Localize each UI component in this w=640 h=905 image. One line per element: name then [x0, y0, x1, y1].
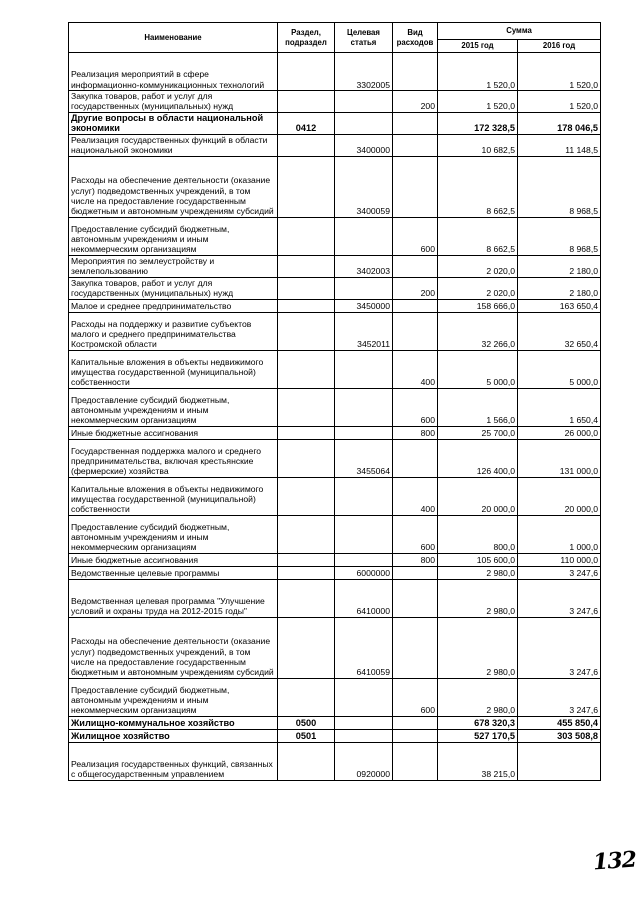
row-sum-2015: 158 666,0: [438, 299, 518, 312]
row-target-code: [335, 388, 393, 426]
row-target-code: [335, 277, 393, 299]
row-sum-2015: 800,0: [438, 515, 518, 553]
table-row: [69, 678, 601, 716]
row-target-code: 6410000: [335, 579, 393, 617]
header-year-2016: 2016 год: [518, 40, 601, 53]
row-target-code: [335, 477, 393, 515]
row-sum-2015: 25 700,0: [438, 426, 518, 439]
row-section: [278, 439, 335, 477]
table-row: [69, 426, 601, 439]
row-sum-2015: 1 520,0: [438, 91, 518, 113]
row-name: Расходы на обеспечение деятельности (оказание услуг) подведомственных учреждений, в том числе на предоставление государственным бюджетным и автономным учреждениям субсидий: [69, 156, 278, 217]
row-name: Иные бюджетные ассигнования: [69, 553, 278, 566]
row-sum-2016: 110 000,0: [518, 553, 601, 566]
row-section: [278, 350, 335, 388]
row-section: 0500: [278, 716, 335, 729]
row-sum-2015: 2 020,0: [438, 255, 518, 277]
table-body: [69, 53, 601, 781]
row-name: Ведомственные целевые программы: [69, 566, 278, 579]
row-name: Капитальные вложения в объекты недвижимого имущества государственной (муниципальной) собственности: [69, 477, 278, 515]
row-sum-2015: 678 320,3: [438, 716, 518, 729]
row-expense-kind: [393, 255, 438, 277]
row-sum-2016: 3 247,6: [518, 566, 601, 579]
row-sum-2016: 32 650,4: [518, 312, 601, 350]
row-target-code: 3450000: [335, 299, 393, 312]
row-sum-2015: 2 980,0: [438, 617, 518, 678]
row-expense-kind: [393, 312, 438, 350]
row-sum-2016: 26 000,0: [518, 426, 601, 439]
row-name: Предоставление субсидий бюджетным, автономным учреждениям и иным некоммерческим организациям: [69, 388, 278, 426]
header-year-2015: 2015 год: [438, 40, 518, 53]
row-sum-2016: 1 520,0: [518, 53, 601, 91]
table-row: [69, 255, 601, 277]
row-name: Жилищное хозяйство: [69, 729, 278, 742]
row-target-code: [335, 553, 393, 566]
row-target-code: [335, 112, 393, 134]
row-sum-2015: 8 662,5: [438, 156, 518, 217]
row-target-code: 3452011: [335, 312, 393, 350]
header-sum: Сумма: [438, 23, 601, 40]
row-sum-2016: 11 148,5: [518, 134, 601, 156]
row-expense-kind: [393, 112, 438, 134]
row-target-code: 0920000: [335, 742, 393, 780]
table-row: [69, 388, 601, 426]
row-sum-2016: 1 520,0: [518, 91, 601, 113]
row-section: [278, 134, 335, 156]
row-name: Расходы на поддержку и развитие субъектов малого и среднего предпринимательства Костромской области: [69, 312, 278, 350]
row-section: 0501: [278, 729, 335, 742]
table-row: [69, 299, 601, 312]
header-section: Раздел, подраздел: [278, 23, 335, 53]
row-expense-kind: 400: [393, 477, 438, 515]
budget-table: [68, 22, 601, 781]
row-name: Реализация государственных функций, связанных с общегосударственным управлением: [69, 742, 278, 780]
row-expense-kind: 600: [393, 388, 438, 426]
row-section: [278, 742, 335, 780]
table-row: [69, 112, 601, 134]
table-row: [69, 566, 601, 579]
row-expense-kind: 200: [393, 91, 438, 113]
row-sum-2015: 105 600,0: [438, 553, 518, 566]
row-name: Реализация мероприятий в сфере информационно-коммуникационных технологий: [69, 53, 278, 91]
page-number: 132: [592, 846, 637, 876]
row-target-code: [335, 716, 393, 729]
row-expense-kind: [393, 716, 438, 729]
row-section: 0412: [278, 112, 335, 134]
row-expense-kind: [393, 617, 438, 678]
table-row: [69, 350, 601, 388]
header-name: Наименование: [69, 23, 278, 53]
row-sum-2016: 2 180,0: [518, 277, 601, 299]
row-sum-2015: 10 682,5: [438, 134, 518, 156]
row-section: [278, 277, 335, 299]
row-section: [278, 566, 335, 579]
row-name: Государственная поддержка малого и среднего предпринимательства, включая крестьянские (фермерские) хозяйства: [69, 439, 278, 477]
row-target-code: 3400059: [335, 156, 393, 217]
row-section: [278, 617, 335, 678]
row-expense-kind: [393, 156, 438, 217]
row-name: Предоставление субсидий бюджетным, автономным учреждениям и иным некоммерческим организациям: [69, 515, 278, 553]
row-target-code: 3402003: [335, 255, 393, 277]
row-target-code: [335, 91, 393, 113]
row-name: Предоставление субсидий бюджетным, автономным учреждениям и иным некоммерческим организациям: [69, 217, 278, 255]
table-row: [69, 53, 601, 91]
row-sum-2015: 5 000,0: [438, 350, 518, 388]
row-sum-2015: 2 980,0: [438, 678, 518, 716]
row-name: Закупка товаров, работ и услуг для государственных (муниципальных) нужд: [69, 277, 278, 299]
table-row: [69, 553, 601, 566]
row-sum-2015: 172 328,5: [438, 112, 518, 134]
row-name: Мероприятия по землеустройству и землепользованию: [69, 255, 278, 277]
row-sum-2016: [518, 742, 601, 780]
row-sum-2016: 3 247,6: [518, 617, 601, 678]
table-row: [69, 729, 601, 742]
table-row: [69, 134, 601, 156]
row-name: Жилищно-коммунальное хозяйство: [69, 716, 278, 729]
table-row: [69, 742, 601, 780]
row-sum-2015: 32 266,0: [438, 312, 518, 350]
row-name: Капитальные вложения в объекты недвижимого имущества государственной (муниципальной) собственности: [69, 350, 278, 388]
row-expense-kind: [393, 742, 438, 780]
row-sum-2016: 3 247,6: [518, 678, 601, 716]
header-target: Целевая статья: [335, 23, 393, 53]
row-name: Реализация государственных функций в области национальной экономики: [69, 134, 278, 156]
row-sum-2015: 527 170,5: [438, 729, 518, 742]
table-row: [69, 716, 601, 729]
row-expense-kind: 200: [393, 277, 438, 299]
row-sum-2015: 1 520,0: [438, 53, 518, 91]
row-target-code: [335, 350, 393, 388]
row-sum-2015: 2 020,0: [438, 277, 518, 299]
table-row: [69, 217, 601, 255]
row-expense-kind: [393, 439, 438, 477]
row-sum-2016: 1 000,0: [518, 515, 601, 553]
table-row: [69, 439, 601, 477]
row-target-code: 3400000: [335, 134, 393, 156]
table-row: [69, 156, 601, 217]
row-target-code: [335, 426, 393, 439]
row-section: [278, 579, 335, 617]
row-section: [278, 91, 335, 113]
row-expense-kind: [393, 299, 438, 312]
row-section: [278, 553, 335, 566]
row-target-code: [335, 729, 393, 742]
row-expense-kind: [393, 579, 438, 617]
row-sum-2015: 2 980,0: [438, 566, 518, 579]
row-sum-2015: 1 566,0: [438, 388, 518, 426]
row-sum-2015: 38 215,0: [438, 742, 518, 780]
row-target-code: [335, 678, 393, 716]
row-name: Закупка товаров, работ и услуг для государственных (муниципальных) нужд: [69, 91, 278, 113]
row-name: Другие вопросы в области национальной экономики: [69, 112, 278, 134]
row-sum-2016: 8 968,5: [518, 217, 601, 255]
row-sum-2016: 3 247,6: [518, 579, 601, 617]
row-target-code: 3455064: [335, 439, 393, 477]
row-section: [278, 299, 335, 312]
row-sum-2016: 303 508,8: [518, 729, 601, 742]
row-target-code: 3302005: [335, 53, 393, 91]
row-section: [278, 477, 335, 515]
row-expense-kind: [393, 566, 438, 579]
row-expense-kind: [393, 729, 438, 742]
row-sum-2016: 163 650,4: [518, 299, 601, 312]
row-target-code: [335, 515, 393, 553]
row-expense-kind: [393, 53, 438, 91]
row-sum-2016: 8 968,5: [518, 156, 601, 217]
table-row: [69, 277, 601, 299]
row-section: [278, 388, 335, 426]
row-sum-2016: 20 000,0: [518, 477, 601, 515]
header-kind: Вид расходов: [393, 23, 438, 53]
row-sum-2015: 8 662,5: [438, 217, 518, 255]
table-row: [69, 579, 601, 617]
row-sum-2016: 2 180,0: [518, 255, 601, 277]
header-row: [69, 23, 601, 40]
row-sum-2016: 178 046,5: [518, 112, 601, 134]
row-sum-2016: 455 850,4: [518, 716, 601, 729]
row-expense-kind: 800: [393, 553, 438, 566]
row-target-code: 6410059: [335, 617, 393, 678]
row-expense-kind: 600: [393, 217, 438, 255]
table-row: [69, 91, 601, 113]
table-row: [69, 312, 601, 350]
row-sum-2016: 1 650,4: [518, 388, 601, 426]
row-name: Предоставление субсидий бюджетным, автономным учреждениям и иным некоммерческим организациям: [69, 678, 278, 716]
row-section: [278, 255, 335, 277]
row-target-code: [335, 217, 393, 255]
row-sum-2016: 5 000,0: [518, 350, 601, 388]
row-name: Ведомственная целевая программа "Улучшение условий и охраны труда на 2012-2015 годы": [69, 579, 278, 617]
row-expense-kind: [393, 134, 438, 156]
row-section: [278, 678, 335, 716]
row-section: [278, 156, 335, 217]
row-name: Расходы на обеспечение деятельности (оказание услуг) подведомственных учреждений, в том числе на предоставление государственным бюджетным и автономным учреждениям субсидий: [69, 617, 278, 678]
row-expense-kind: 800: [393, 426, 438, 439]
row-sum-2015: 20 000,0: [438, 477, 518, 515]
row-sum-2016: 131 000,0: [518, 439, 601, 477]
row-sum-2015: 2 980,0: [438, 579, 518, 617]
row-section: [278, 515, 335, 553]
row-name: Малое и среднее предпринимательство: [69, 299, 278, 312]
row-target-code: 6000000: [335, 566, 393, 579]
row-section: [278, 53, 335, 91]
row-section: [278, 217, 335, 255]
row-expense-kind: 600: [393, 678, 438, 716]
row-sum-2015: 126 400,0: [438, 439, 518, 477]
table-row: [69, 477, 601, 515]
row-section: [278, 312, 335, 350]
row-expense-kind: 600: [393, 515, 438, 553]
row-name: Иные бюджетные ассигнования: [69, 426, 278, 439]
table-row: [69, 617, 601, 678]
row-expense-kind: 400: [393, 350, 438, 388]
row-section: [278, 426, 335, 439]
table-row: [69, 515, 601, 553]
